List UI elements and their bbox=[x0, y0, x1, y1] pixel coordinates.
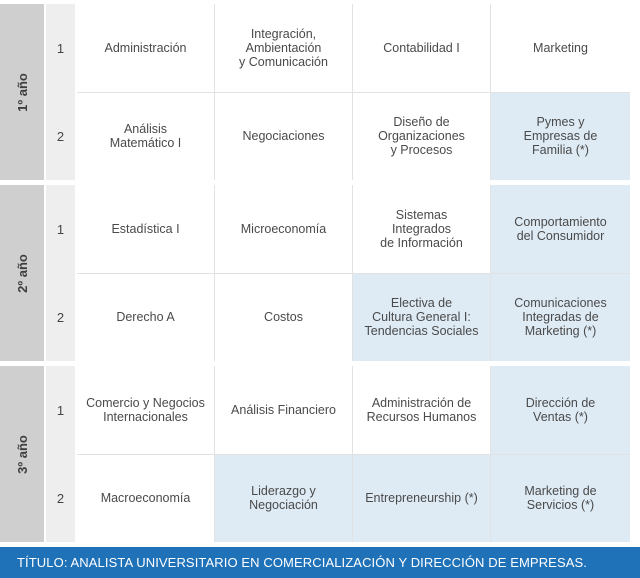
subject-cell: Comercio y Negocios Internacionales bbox=[77, 366, 214, 454]
subject-cell: Pymes y Empresas de Familia (*) bbox=[491, 92, 630, 180]
degree-title: TÍTULO: ANALISTA UNIVERSITARIO EN COMERCIALIZACIÓN Y DIRECCIÓN DE EMPRESAS. bbox=[17, 555, 587, 570]
subject-cell: Costos bbox=[215, 273, 352, 361]
subject-cell: Electiva de Cultura General I: Tendencias Sociales bbox=[353, 273, 490, 361]
subject-cell: Análisis Financiero bbox=[215, 366, 352, 454]
degree-title-bar bbox=[0, 547, 640, 578]
year-label bbox=[0, 4, 44, 180]
semester-number: 1 bbox=[56, 40, 65, 56]
subject-cell: Dirección de Ventas (*) bbox=[491, 366, 630, 454]
row-divider bbox=[77, 454, 630, 455]
subject-cell: Estadística I bbox=[77, 185, 214, 273]
subject-cell: Microeconomía bbox=[215, 185, 352, 273]
semester-number: 1 bbox=[56, 402, 65, 418]
year-block bbox=[0, 185, 640, 361]
subject-cell: Negociaciones bbox=[215, 92, 352, 180]
subject-cell: Marketing de Servicios (*) bbox=[491, 454, 630, 542]
year-block bbox=[0, 366, 640, 542]
year-label-text: 1º año bbox=[14, 72, 30, 112]
subject-cell: Contabilidad I bbox=[353, 4, 490, 92]
year-label-text: 2º año bbox=[14, 253, 30, 293]
subject-cell: Marketing bbox=[491, 4, 630, 92]
subject-cell: Análisis Matemático I bbox=[77, 92, 214, 180]
row-divider bbox=[77, 273, 630, 274]
semester-number: 2 bbox=[56, 309, 65, 325]
subject-cell: Administración de Recursos Humanos bbox=[353, 366, 490, 454]
subject-cell: Administración bbox=[77, 4, 214, 92]
semester-number: 1 bbox=[56, 221, 65, 237]
subject-cell: Comportamiento del Consumidor bbox=[491, 185, 630, 273]
year-block bbox=[0, 4, 640, 180]
semester-column bbox=[46, 366, 75, 542]
subject-cell: Derecho A bbox=[77, 273, 214, 361]
subject-cell: Integración, Ambientación y Comunicación bbox=[215, 4, 352, 92]
year-label bbox=[0, 185, 44, 361]
subject-cell: Entrepreneurship (*) bbox=[353, 454, 490, 542]
semester-column bbox=[46, 4, 75, 180]
subject-cell: Liderazgo y Negociación bbox=[215, 454, 352, 542]
row-divider bbox=[77, 92, 630, 93]
year-label bbox=[0, 366, 44, 542]
subject-cell: Macroeconomía bbox=[77, 454, 214, 542]
subject-cell: Sistemas Integrados de Información bbox=[353, 185, 490, 273]
semester-number: 2 bbox=[56, 128, 65, 144]
subject-cell: Comunicaciones Integradas de Marketing (*) bbox=[491, 273, 630, 361]
year-label-text: 3º año bbox=[14, 434, 30, 474]
semester-column bbox=[46, 185, 75, 361]
semester-number: 2 bbox=[56, 490, 65, 506]
subject-cell: Diseño de Organizaciones y Procesos bbox=[353, 92, 490, 180]
